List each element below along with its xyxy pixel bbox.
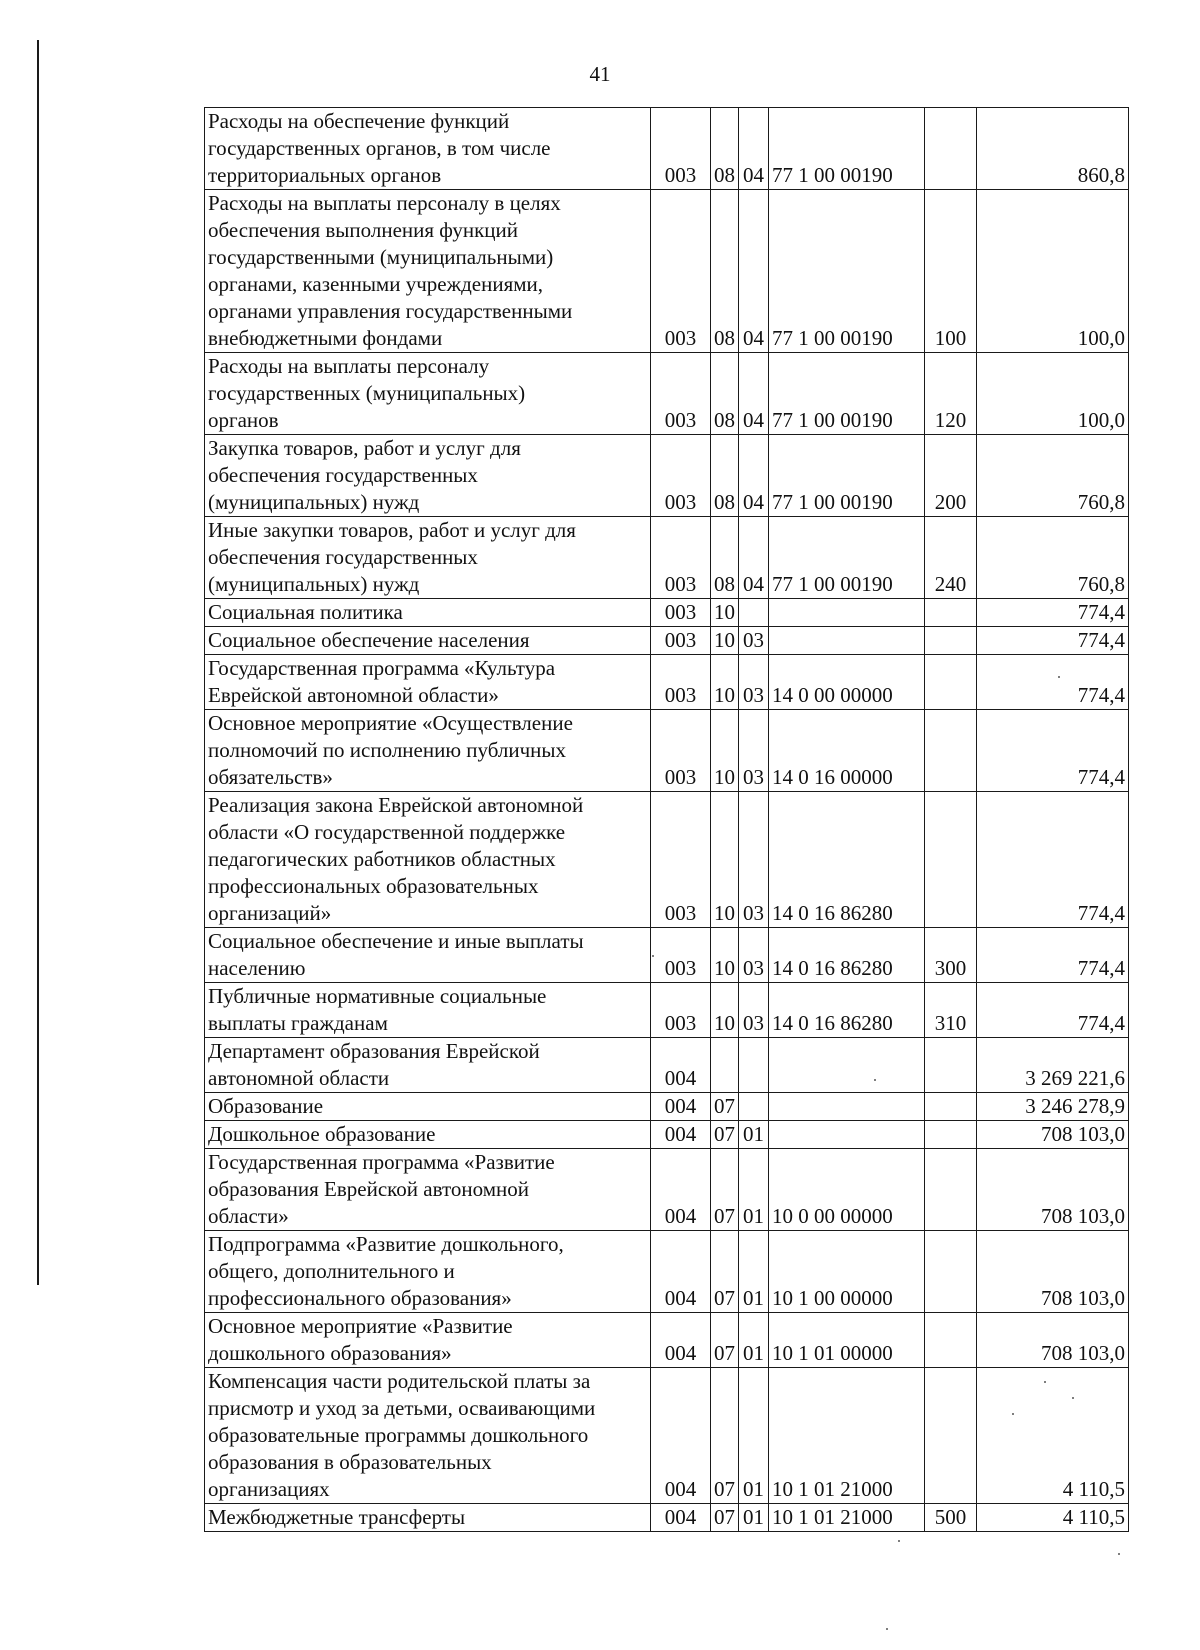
ministry-code-cell: 004 — [651, 1368, 711, 1504]
subsection-code-cell — [739, 1093, 769, 1121]
subsection-code-cell: 04 — [739, 435, 769, 517]
table-row — [205, 108, 1129, 190]
table-row — [205, 1313, 1129, 1368]
row-name-cell — [205, 1038, 651, 1093]
row-name-line: Реализация закона Еврейской автономной — [208, 793, 584, 817]
row-name-line: Еврейской автономной области» — [208, 683, 499, 707]
table-row — [205, 1504, 1129, 1532]
row-name-cell — [205, 108, 651, 190]
amount-cell: 774,4 — [977, 627, 1129, 655]
section-code-cell — [711, 1038, 739, 1093]
row-name-line: внебюджетными фондами — [208, 326, 443, 350]
scan-speck — [1118, 1553, 1120, 1555]
amount-cell: 3 269 221,6 — [977, 1038, 1129, 1093]
row-name-line: Расходы на обеспечение функций — [208, 109, 510, 133]
amount-cell: 4 110,5 — [977, 1368, 1129, 1504]
target-article-cell: 10 0 00 00000 — [769, 1149, 925, 1231]
amount-cell: 3 246 278,9 — [977, 1093, 1129, 1121]
ministry-code-cell: 004 — [651, 1313, 711, 1368]
expense-type-cell — [925, 1231, 977, 1313]
scan-speck — [1012, 1413, 1014, 1415]
row-name-line: области «О государственной поддержке — [208, 820, 566, 844]
amount-cell: 774,4 — [977, 792, 1129, 928]
amount-cell: 4 110,5 — [977, 1504, 1129, 1532]
row-name-line: обеспечения государственных — [208, 545, 478, 569]
row-name-line: Департамент образования Еврейской — [208, 1039, 540, 1063]
row-name-line: (муниципальных) нужд — [208, 572, 420, 596]
row-name-cell — [205, 1121, 651, 1149]
section-code-cell: 08 — [711, 108, 739, 190]
row-name-line: Государственная программа «Развитие — [208, 1150, 555, 1174]
scan-speck — [1044, 1381, 1046, 1383]
target-article-cell — [769, 1038, 925, 1093]
row-name-line: организациях — [208, 1477, 330, 1501]
row-name-line: государственных (муниципальных) — [208, 381, 526, 405]
amount-cell: 708 103,0 — [977, 1149, 1129, 1231]
row-name-line: дошкольного образования» — [208, 1341, 452, 1365]
row-name-line: профессиональных образовательных — [208, 874, 539, 898]
row-name-line: Социальное обеспечение и иные выплаты — [208, 929, 584, 953]
expense-type-cell: 500 — [925, 1504, 977, 1532]
subsection-code-cell: 03 — [739, 710, 769, 792]
row-name-line: Закупка товаров, работ и услуг для — [208, 436, 521, 460]
target-article-cell — [769, 627, 925, 655]
target-article-cell — [769, 1093, 925, 1121]
row-name-line: области» — [208, 1204, 289, 1228]
ministry-code-cell: 003 — [651, 599, 711, 627]
scan-speck — [886, 1628, 888, 1630]
section-code-cell: 07 — [711, 1121, 739, 1149]
row-name-line: полномочий по исполнению публичных — [208, 738, 567, 762]
subsection-code-cell: 04 — [739, 108, 769, 190]
scan-speck — [652, 955, 654, 957]
scan-speck — [898, 1540, 900, 1542]
table-row — [205, 928, 1129, 983]
subsection-code-cell: 03 — [739, 928, 769, 983]
row-name-line: обязательств» — [208, 765, 333, 789]
section-code-cell: 07 — [711, 1504, 739, 1532]
row-name-cell — [205, 1231, 651, 1313]
expense-type-cell — [925, 599, 977, 627]
target-article-cell: 77 1 00 00190 — [769, 517, 925, 599]
row-name-line: Подпрограмма «Развитие дошкольного, — [208, 1232, 564, 1256]
row-name-cell — [205, 928, 651, 983]
target-article-cell — [769, 1121, 925, 1149]
row-name-line: органами, казенными учреждениями, — [208, 272, 544, 296]
expense-type-cell — [925, 1121, 977, 1149]
table-row — [205, 1231, 1129, 1313]
subsection-code-cell: 04 — [739, 190, 769, 353]
row-name-cell — [205, 710, 651, 792]
table-row — [205, 599, 1129, 627]
expense-type-cell — [925, 1149, 977, 1231]
section-code-cell: 10 — [711, 710, 739, 792]
row-name-line: Расходы на выплаты персоналу в целях — [208, 191, 561, 215]
amount-cell: 708 103,0 — [977, 1313, 1129, 1368]
row-name-line: организаций» — [208, 901, 332, 925]
row-name-line: педагогических работников областных — [208, 847, 556, 871]
row-name-cell — [205, 1093, 651, 1121]
subsection-code-cell — [739, 599, 769, 627]
table-row — [205, 983, 1129, 1038]
section-code-cell: 07 — [711, 1368, 739, 1504]
expense-type-cell — [925, 792, 977, 928]
row-name-line: выплаты гражданам — [208, 1011, 388, 1035]
amount-cell: 100,0 — [977, 190, 1129, 353]
target-article-cell: 14 0 00 00000 — [769, 655, 925, 710]
row-name-cell — [205, 435, 651, 517]
section-code-cell: 10 — [711, 928, 739, 983]
row-name-line: государственных органов, в том числе — [208, 136, 551, 160]
section-code-cell: 07 — [711, 1231, 739, 1313]
expense-type-cell: 200 — [925, 435, 977, 517]
amount-cell: 774,4 — [977, 710, 1129, 792]
row-name-line: Социальное обеспечение населения — [208, 628, 530, 652]
expense-type-cell — [925, 108, 977, 190]
target-article-cell: 14 0 16 86280 — [769, 983, 925, 1038]
budget-table — [204, 107, 1129, 1532]
row-name-cell — [205, 1504, 651, 1532]
row-name-line: Компенсация части родительской платы за — [208, 1369, 591, 1393]
section-code-cell: 07 — [711, 1093, 739, 1121]
expense-type-cell — [925, 1038, 977, 1093]
expense-type-cell — [925, 1368, 977, 1504]
target-article-cell: 10 1 01 21000 — [769, 1504, 925, 1532]
row-name-line: Социальная политика — [208, 600, 403, 624]
expense-type-cell: 310 — [925, 983, 977, 1038]
row-name-line: Расходы на выплаты персоналу — [208, 354, 490, 378]
section-code-cell: 10 — [711, 599, 739, 627]
expense-type-cell — [925, 1313, 977, 1368]
target-article-cell: 77 1 00 00190 — [769, 353, 925, 435]
budget-table-body — [205, 108, 1129, 1532]
row-name-line: Основное мероприятие «Осуществление — [208, 711, 573, 735]
ministry-code-cell: 003 — [651, 983, 711, 1038]
row-name-line: автономной области — [208, 1066, 390, 1090]
ministry-code-cell: 004 — [651, 1149, 711, 1231]
target-article-cell: 14 0 16 00000 — [769, 710, 925, 792]
section-code-cell: 10 — [711, 983, 739, 1038]
row-name-line: (муниципальных) нужд — [208, 490, 420, 514]
amount-cell: 774,4 — [977, 655, 1129, 710]
row-name-line: Межбюджетные трансферты — [208, 1505, 466, 1529]
amount-cell: 860,8 — [977, 108, 1129, 190]
table-row — [205, 1038, 1129, 1093]
expense-type-cell: 120 — [925, 353, 977, 435]
row-name-line: образования в образовательных — [208, 1450, 492, 1474]
row-name-cell — [205, 190, 651, 353]
subsection-code-cell: 04 — [739, 353, 769, 435]
subsection-code-cell: 03 — [739, 655, 769, 710]
section-code-cell: 07 — [711, 1313, 739, 1368]
table-row — [205, 627, 1129, 655]
amount-cell: 760,8 — [977, 435, 1129, 517]
subsection-code-cell: 04 — [739, 517, 769, 599]
row-name-line: населению — [208, 956, 306, 980]
row-name-line: образовательные программы дошкольного — [208, 1423, 589, 1447]
target-article-cell — [769, 599, 925, 627]
table-row — [205, 1093, 1129, 1121]
subsection-code-cell: 01 — [739, 1121, 769, 1149]
table-row — [205, 1121, 1129, 1149]
table-row — [205, 655, 1129, 710]
subsection-code-cell: 01 — [739, 1504, 769, 1532]
row-name-cell — [205, 1149, 651, 1231]
row-name-line: обеспечения государственных — [208, 463, 478, 487]
table-row — [205, 792, 1129, 928]
row-name-line: профессионального образования» — [208, 1286, 512, 1310]
scan-speck — [1072, 1397, 1074, 1399]
table-row — [205, 190, 1129, 353]
ministry-code-cell: 004 — [651, 1504, 711, 1532]
row-name-line: Основное мероприятие «Развитие — [208, 1314, 513, 1338]
target-article-cell: 10 1 01 00000 — [769, 1313, 925, 1368]
row-name-line: обеспечения выполнения функций — [208, 218, 519, 242]
expense-type-cell: 240 — [925, 517, 977, 599]
ministry-code-cell: 003 — [651, 435, 711, 517]
row-name-line: органов — [208, 408, 279, 432]
subsection-code-cell — [739, 1038, 769, 1093]
row-name-line: общего, дополнительного и — [208, 1259, 455, 1283]
subsection-code-cell: 01 — [739, 1313, 769, 1368]
target-article-cell: 10 1 01 21000 — [769, 1368, 925, 1504]
row-name-line: Образование — [208, 1094, 324, 1118]
row-name-cell — [205, 517, 651, 599]
subsection-code-cell: 03 — [739, 792, 769, 928]
subsection-code-cell: 01 — [739, 1149, 769, 1231]
row-name-line: государственными (муниципальными) — [208, 245, 554, 269]
table-row — [205, 1368, 1129, 1504]
row-name-cell — [205, 627, 651, 655]
ministry-code-cell: 003 — [651, 655, 711, 710]
table-row — [205, 435, 1129, 517]
expense-type-cell: 100 — [925, 190, 977, 353]
expense-type-cell — [925, 627, 977, 655]
page-margin-line — [37, 40, 39, 1285]
amount-cell: 100,0 — [977, 353, 1129, 435]
ministry-code-cell: 003 — [651, 353, 711, 435]
target-article-cell: 14 0 16 86280 — [769, 928, 925, 983]
section-code-cell: 08 — [711, 517, 739, 599]
row-name-cell — [205, 1368, 651, 1504]
row-name-cell — [205, 792, 651, 928]
ministry-code-cell: 003 — [651, 190, 711, 353]
table-row — [205, 353, 1129, 435]
table-row — [205, 710, 1129, 792]
target-article-cell: 77 1 00 00190 — [769, 190, 925, 353]
amount-cell: 774,4 — [977, 983, 1129, 1038]
section-code-cell: 10 — [711, 627, 739, 655]
ministry-code-cell: 004 — [651, 1121, 711, 1149]
ministry-code-cell: 004 — [651, 1038, 711, 1093]
amount-cell: 708 103,0 — [977, 1121, 1129, 1149]
scan-speck — [874, 1079, 876, 1081]
expense-type-cell — [925, 710, 977, 792]
row-name-line: Государственная программа «Культура — [208, 656, 556, 680]
target-article-cell: 10 1 00 00000 — [769, 1231, 925, 1313]
expense-type-cell — [925, 1093, 977, 1121]
ministry-code-cell: 003 — [651, 627, 711, 655]
section-code-cell: 10 — [711, 655, 739, 710]
section-code-cell: 08 — [711, 353, 739, 435]
row-name-line: органами управления государственными — [208, 299, 573, 323]
row-name-line: образования Еврейской автономной — [208, 1177, 529, 1201]
row-name-cell — [205, 1313, 651, 1368]
subsection-code-cell: 01 — [739, 1231, 769, 1313]
table-row — [205, 517, 1129, 599]
table-row — [205, 1149, 1129, 1231]
row-name-cell — [205, 599, 651, 627]
ministry-code-cell: 003 — [651, 108, 711, 190]
target-article-cell: 77 1 00 00190 — [769, 108, 925, 190]
subsection-code-cell: 03 — [739, 627, 769, 655]
target-article-cell: 77 1 00 00190 — [769, 435, 925, 517]
subsection-code-cell: 01 — [739, 1368, 769, 1504]
ministry-code-cell: 004 — [651, 1231, 711, 1313]
subsection-code-cell: 03 — [739, 983, 769, 1038]
section-code-cell: 08 — [711, 435, 739, 517]
row-name-line: Дошкольное образование — [208, 1122, 436, 1146]
amount-cell: 760,8 — [977, 517, 1129, 599]
row-name-line: территориальных органов — [208, 163, 442, 187]
amount-cell: 708 103,0 — [977, 1231, 1129, 1313]
expense-type-cell: 300 — [925, 928, 977, 983]
section-code-cell: 10 — [711, 792, 739, 928]
row-name-line: Иные закупки товаров, работ и услуг для — [208, 518, 576, 542]
row-name-line: Публичные нормативные социальные — [208, 984, 547, 1008]
target-article-cell: 14 0 16 86280 — [769, 792, 925, 928]
page-number: 41 — [589, 62, 611, 86]
ministry-code-cell: 003 — [651, 517, 711, 599]
row-name-line: присмотр и уход за детьми, осваивающими — [208, 1396, 596, 1420]
amount-cell: 774,4 — [977, 599, 1129, 627]
section-code-cell: 07 — [711, 1149, 739, 1231]
amount-cell: 774,4 — [977, 928, 1129, 983]
ministry-code-cell: 003 — [651, 792, 711, 928]
expense-type-cell — [925, 655, 977, 710]
row-name-cell — [205, 655, 651, 710]
ministry-code-cell: 004 — [651, 1093, 711, 1121]
section-code-cell: 08 — [711, 190, 739, 353]
scan-speck — [1058, 676, 1060, 678]
row-name-cell — [205, 983, 651, 1038]
ministry-code-cell: 003 — [651, 710, 711, 792]
row-name-cell — [205, 353, 651, 435]
ministry-code-cell: 003 — [651, 928, 711, 983]
